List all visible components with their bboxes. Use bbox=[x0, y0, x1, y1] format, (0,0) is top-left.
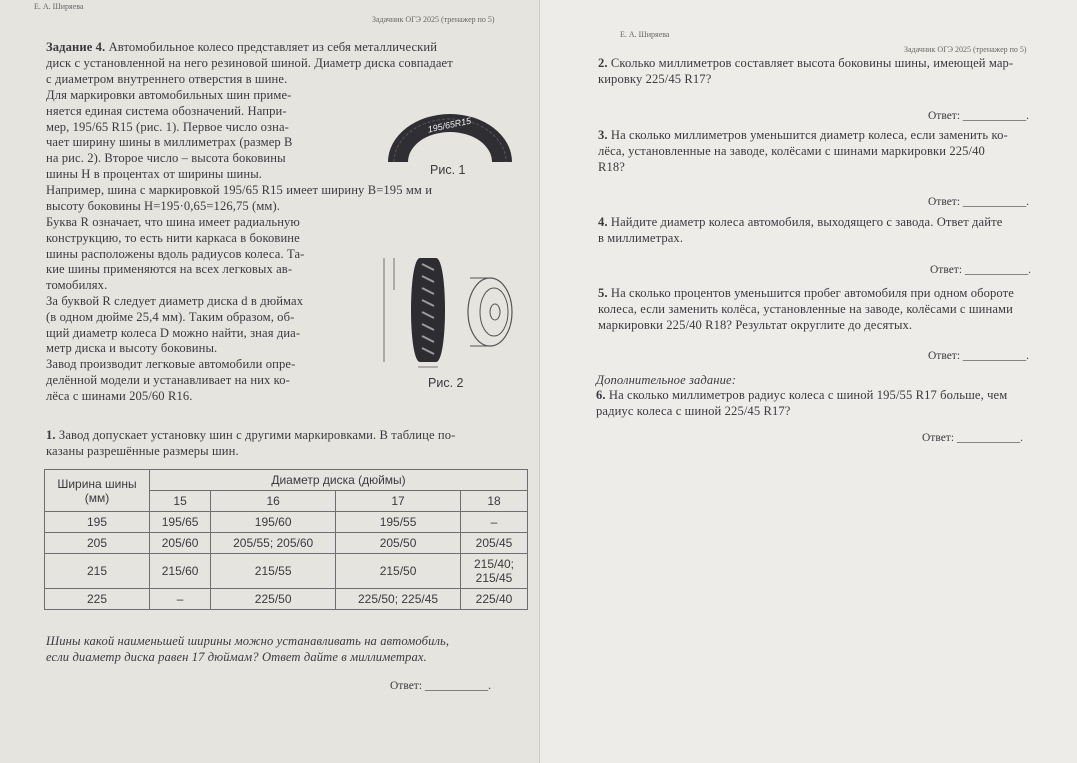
question-text: маркировки 225/40 R18? Результат округлите до десятых. bbox=[598, 317, 913, 332]
intro-line: конструкцию, то есть нити каркаса в боковине bbox=[46, 230, 300, 245]
page-header: Задачник ОГЭ 2025 (тренажер по 5) bbox=[904, 45, 1027, 54]
question-number: 3. bbox=[598, 128, 608, 142]
figure-1-caption: Рис. 1 bbox=[430, 163, 466, 177]
table-header-row bbox=[45, 470, 528, 491]
intro-line: высоту боковины H=195·0,65=126,75 (мм). bbox=[46, 198, 281, 213]
table-cell: 225/50; 225/45 bbox=[336, 589, 461, 610]
intro-line: Например, шина с маркировкой 195/65 R15 имеет ширину B=195 мм и bbox=[46, 183, 433, 197]
intro-line: делённой модели и устанавливает на них ко- bbox=[46, 372, 290, 387]
table-row bbox=[45, 533, 528, 554]
table-cell: 195 bbox=[45, 512, 150, 533]
intro-line: диск с установленной на него резиновой шиной. Диаметр диска совпадает bbox=[46, 55, 453, 70]
table-cell: 205/45 bbox=[461, 533, 528, 554]
intro-line: томобилях. bbox=[46, 278, 108, 293]
question-text: казаны разрешённые размеры шин. bbox=[46, 443, 239, 458]
intro-line: метр диска и высоту боковины. bbox=[46, 341, 218, 356]
intro-column-2 bbox=[46, 215, 366, 405]
question-text: На сколько миллиметров радиус колеса с шиной 195/55 R17 больше, чем bbox=[608, 388, 1008, 402]
table-row bbox=[45, 512, 528, 533]
question-text: R18? bbox=[598, 159, 625, 174]
table-cell: 205 bbox=[45, 533, 150, 554]
answer-field: Ответ: ___________. bbox=[928, 196, 1030, 208]
extra-task-title: Дополнительное задание: bbox=[596, 373, 737, 387]
page-header: Задачник ОГЭ 2025 (тренажер по 5) bbox=[372, 15, 495, 24]
question-text: Завод допускает установку шин с другими маркировками. В таблице по- bbox=[58, 428, 456, 442]
author-name: Е. А. Ширяева bbox=[620, 30, 670, 39]
figure-2-caption: Рис. 2 bbox=[428, 376, 464, 390]
intro-line: Автомобильное колесо представляет из себя металлический bbox=[108, 40, 438, 54]
table-cell: 195/55 bbox=[336, 512, 461, 533]
question-number: 1. bbox=[46, 428, 56, 442]
question-5 bbox=[598, 286, 1073, 333]
table-row bbox=[45, 589, 528, 610]
table-cell: 225 bbox=[45, 589, 150, 610]
table-cell: 215/55 bbox=[211, 554, 336, 589]
table-header-cell: 15 bbox=[150, 491, 211, 512]
table-cell: 205/55; 205/60 bbox=[211, 533, 336, 554]
question-text: лёса, установленные на заводе, колёсами с шинами маркировки 225/40 bbox=[598, 143, 985, 158]
question-4 bbox=[598, 215, 1068, 247]
task-intro bbox=[46, 40, 536, 87]
question-text: На сколько процентов уменьшится пробег автомобиля при одном обороте bbox=[610, 286, 1014, 300]
table-cell: 195/60 bbox=[211, 512, 336, 533]
right-page bbox=[539, 0, 1077, 763]
question-text: если диаметр диска равен 17 дюймам? Ответ дайте в миллиметрах. bbox=[46, 649, 427, 664]
question-number: 6. bbox=[596, 388, 606, 402]
table-header-cell: 17 bbox=[336, 491, 461, 512]
table-header-cell: 16 bbox=[211, 491, 336, 512]
question-text: колеса, если заменить колёса, установленные на заводе, колёсами с шинами bbox=[598, 301, 1013, 316]
author-name: Е. А. Ширяева bbox=[34, 2, 84, 11]
question-6 bbox=[596, 388, 1071, 420]
intro-line: Завод производит легковые автомобили опре- bbox=[46, 357, 296, 372]
intro-line: шины расположены вдоль радиусов колеса. Та- bbox=[46, 246, 305, 261]
tyre-figure-2 bbox=[370, 250, 530, 375]
intro-line: За буквой R следует диаметр диска d в дюймах bbox=[46, 293, 304, 308]
question-text: радиус колеса с шиной 225/45 R17? bbox=[596, 403, 791, 418]
table-cell: – bbox=[461, 512, 528, 533]
question-text: Найдите диаметр колеса автомобиля, выходящего с завода. Ответ дайте bbox=[610, 215, 1003, 229]
table-cell: 225/50 bbox=[211, 589, 336, 610]
table-header-cell: Ширина шины (мм) bbox=[45, 470, 150, 512]
intro-line: лёса с шинами 205/60 R16. bbox=[46, 388, 193, 403]
table-header-cell: Диаметр диска (дюймы) bbox=[150, 470, 528, 491]
question-text: Шины какой наименьшей ширины можно устанавливать на автомобиль, bbox=[46, 634, 450, 648]
tyre-size-table bbox=[44, 469, 528, 610]
table-cell: – bbox=[150, 589, 211, 610]
answer-field: Ответ: ___________. bbox=[928, 350, 1030, 362]
intro-line: няется единая система обозначений. Напри- bbox=[46, 103, 287, 118]
table-cell: 205/50 bbox=[336, 533, 461, 554]
intro-line: чает ширину шины в миллиметрах (размер B bbox=[46, 135, 293, 150]
intro-line: щий диаметр колеса D можно найти, зная диа- bbox=[46, 325, 301, 340]
question-2 bbox=[598, 56, 1068, 88]
table-cell: 215/50 bbox=[336, 554, 461, 589]
intro-line: на рис. 2). Второе число – высота боковины bbox=[46, 151, 286, 166]
intro-line: кие шины применяются на всех легковых ав- bbox=[46, 262, 293, 277]
table-cell: 215 bbox=[45, 554, 150, 589]
question-number: 2. bbox=[598, 56, 608, 70]
question-text: На сколько миллиметров уменьшится диаметр колеса, если заменить ко- bbox=[610, 128, 1008, 142]
table-cell: 215/40; 215/45 bbox=[461, 554, 528, 589]
answer-field: Ответ: ___________. bbox=[930, 264, 1032, 276]
intro-line: мер, 195/65 R15 (рис. 1). Первое число озна- bbox=[46, 119, 289, 134]
question-3 bbox=[598, 128, 1068, 175]
task-title: Задание 4. bbox=[46, 40, 106, 54]
intro-column-1 bbox=[46, 88, 376, 183]
tyre-figure-1 bbox=[380, 100, 520, 165]
answer-field: Ответ: ___________. bbox=[928, 110, 1030, 122]
intro-line: Для маркировки автомобильных шин приме- bbox=[46, 88, 292, 102]
intro-line: (в одном дюйме 25,4 мм). Таким образом, об- bbox=[46, 309, 295, 324]
intro-line: шины H в процентах от ширины шины. bbox=[46, 166, 263, 181]
intro-line: Буква R означает, что шина имеет радиальную bbox=[46, 215, 300, 229]
question-number: 4. bbox=[598, 215, 608, 229]
table-cell: 205/60 bbox=[150, 533, 211, 554]
table-cell: 225/40 bbox=[461, 589, 528, 610]
intro-example bbox=[46, 183, 536, 215]
table-row bbox=[45, 554, 528, 589]
table-cell: 195/65 bbox=[150, 512, 211, 533]
table-cell: 215/60 bbox=[150, 554, 211, 589]
question-1 bbox=[46, 428, 536, 460]
question-number: 5. bbox=[598, 286, 608, 300]
question-1-task bbox=[46, 634, 536, 666]
table-header-cell: 18 bbox=[461, 491, 528, 512]
question-text: кировку 225/45 R17? bbox=[598, 71, 712, 86]
tyre-marking-label: 195/65R15 bbox=[426, 115, 472, 135]
question-text: в миллиметрах. bbox=[598, 230, 684, 245]
answer-field: Ответ: ___________. bbox=[390, 680, 492, 692]
answer-field: Ответ: ___________. bbox=[922, 432, 1024, 444]
intro-line: с диаметром внутреннего отверстия в шине. bbox=[46, 71, 288, 86]
question-text: Сколько миллиметров составляет высота боковины шины, имеющей мар- bbox=[610, 56, 1014, 70]
